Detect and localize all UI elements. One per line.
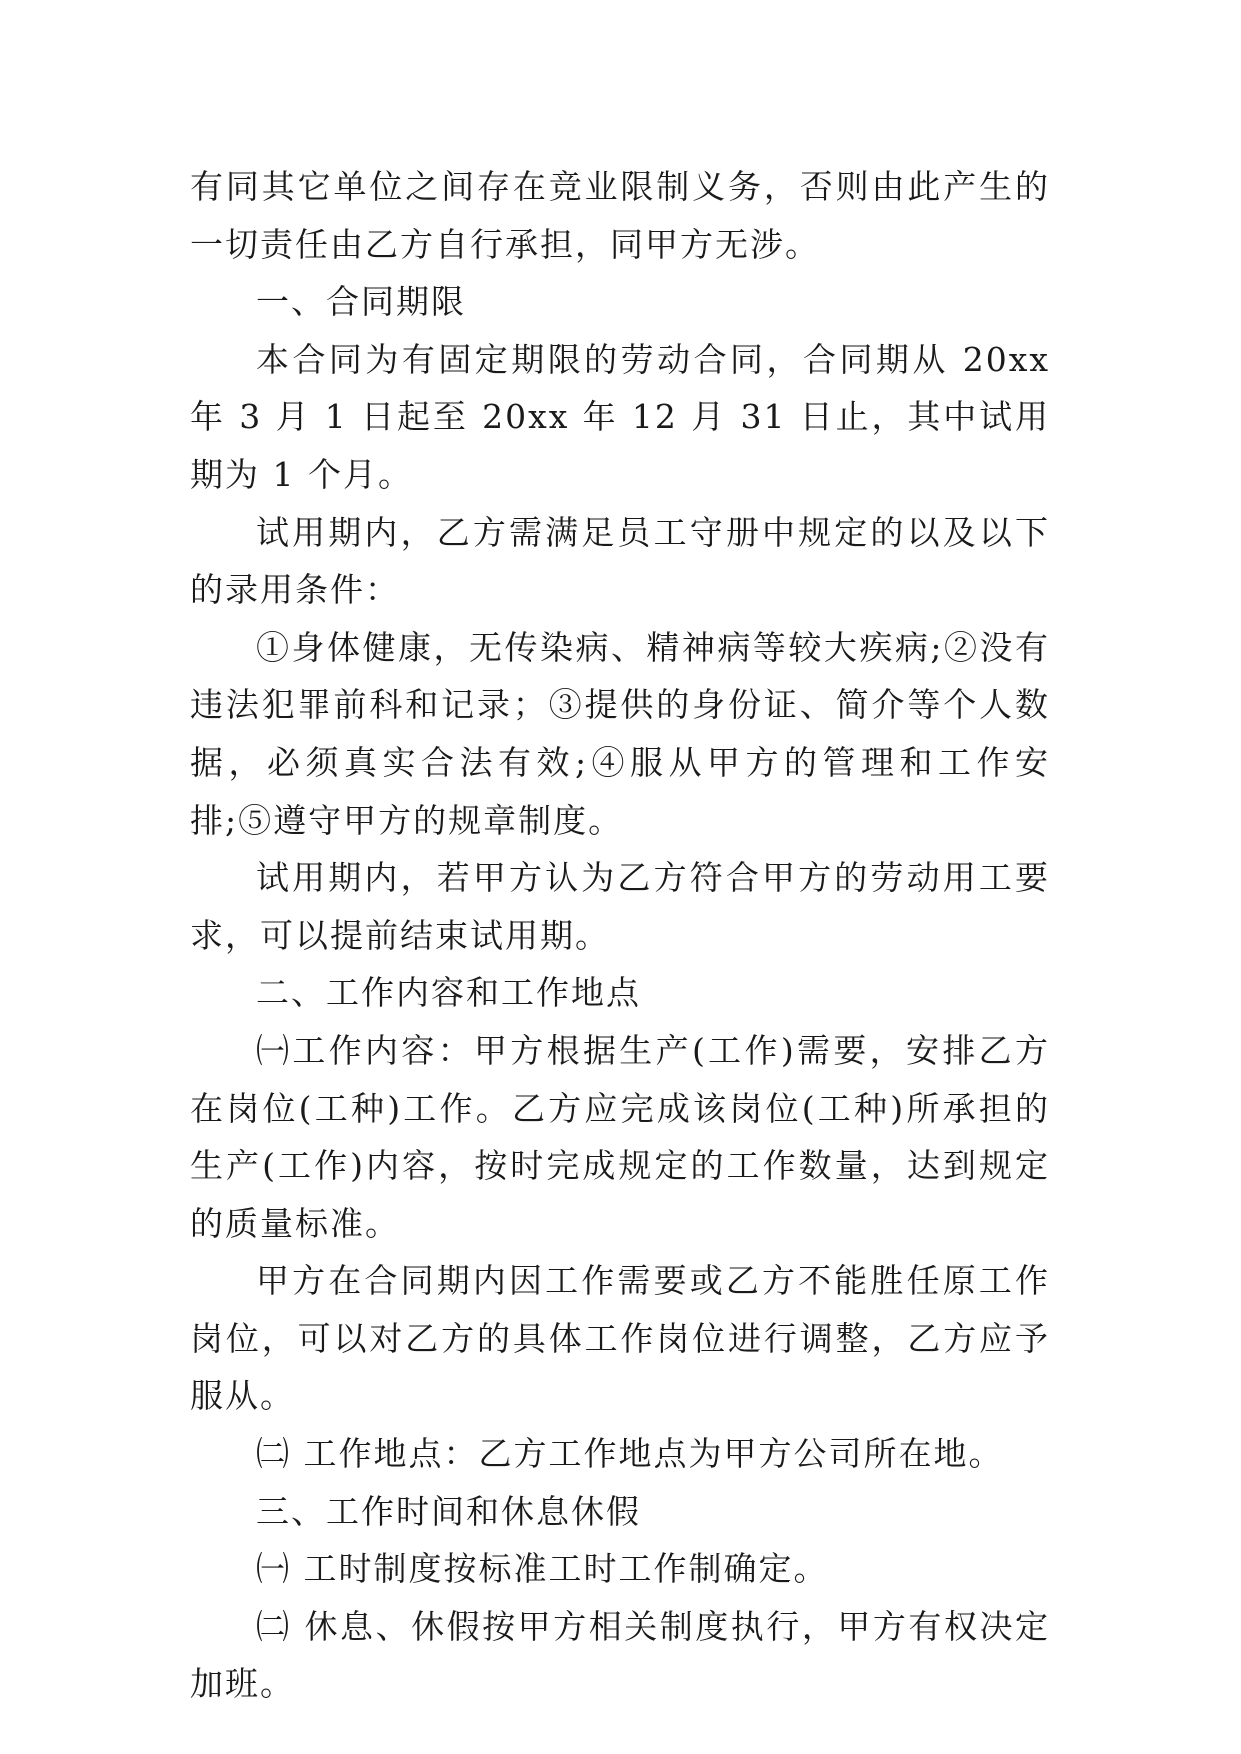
paragraph-work-location: ㈡ 工作地点：乙方工作地点为甲方公司所在地。 (256, 1434, 1004, 1474)
paragraph-working-hours: ㈠ 工时制度按标准工时工作制确定。 (256, 1549, 829, 1589)
paragraph-rest-leave: ㈡ 休息、休假按甲方相关制度执行，甲方有权决定加班。 (190, 1606, 1050, 1704)
paragraph-position-adjustment: 甲方在合同期内因工作需要或乙方不能胜任原工作岗位，可以对乙方的具体工作岗位进行调整，乙方应予服从。 (190, 1261, 1050, 1416)
paragraph-probation-conditions-intro: 试用期内，乙方需满足员工守册中规定的以及以下的录用条件： (190, 512, 1050, 610)
paragraph-probation-early-end: 试用期内，若甲方认为乙方符合甲方的劳动用工要求，可以提前结束试用期。 (190, 858, 1050, 955)
paragraph-probation-conditions-list: ①身体健康，无传染病、精神病等较大疾病;②没有违法犯罪前科和记录；③提供的身份证、简介等个人数据，必须真实合法有效;④服从甲方的管理和工作安排;⑤遵守甲方的规章制度。 (190, 627, 1050, 840)
document-body (190, 158, 1050, 1713)
paragraph-noncompete-continuation: 有同其它单位之间存在竞业限制义务，否则由此产生的一切责任由乙方自行承担，同甲方无涉。 (190, 167, 1050, 264)
paragraph-work-content: ㈠工作内容：甲方根据生产(工作)需要，安排乙方在岗位(工种)工作。乙方应完成该岗位(工种)所承担的生产(工作)内容，按时完成规定的工作数量，达到规定的质量标准。 (190, 1030, 1050, 1243)
heading-working-hours-leave: 三、工作时间和休息休假 (256, 1491, 641, 1531)
heading-contract-term: 一、合同期限 (256, 282, 466, 322)
heading-work-content-location: 二、工作内容和工作地点 (256, 973, 641, 1013)
paragraph-contract-period: 本合同为有固定期限的劳动合同，合同期从 20xx 年 3 月 1 日起至 20xx 年 12 月 31 日止，其中试用期为 1 个月。 (190, 339, 1050, 494)
